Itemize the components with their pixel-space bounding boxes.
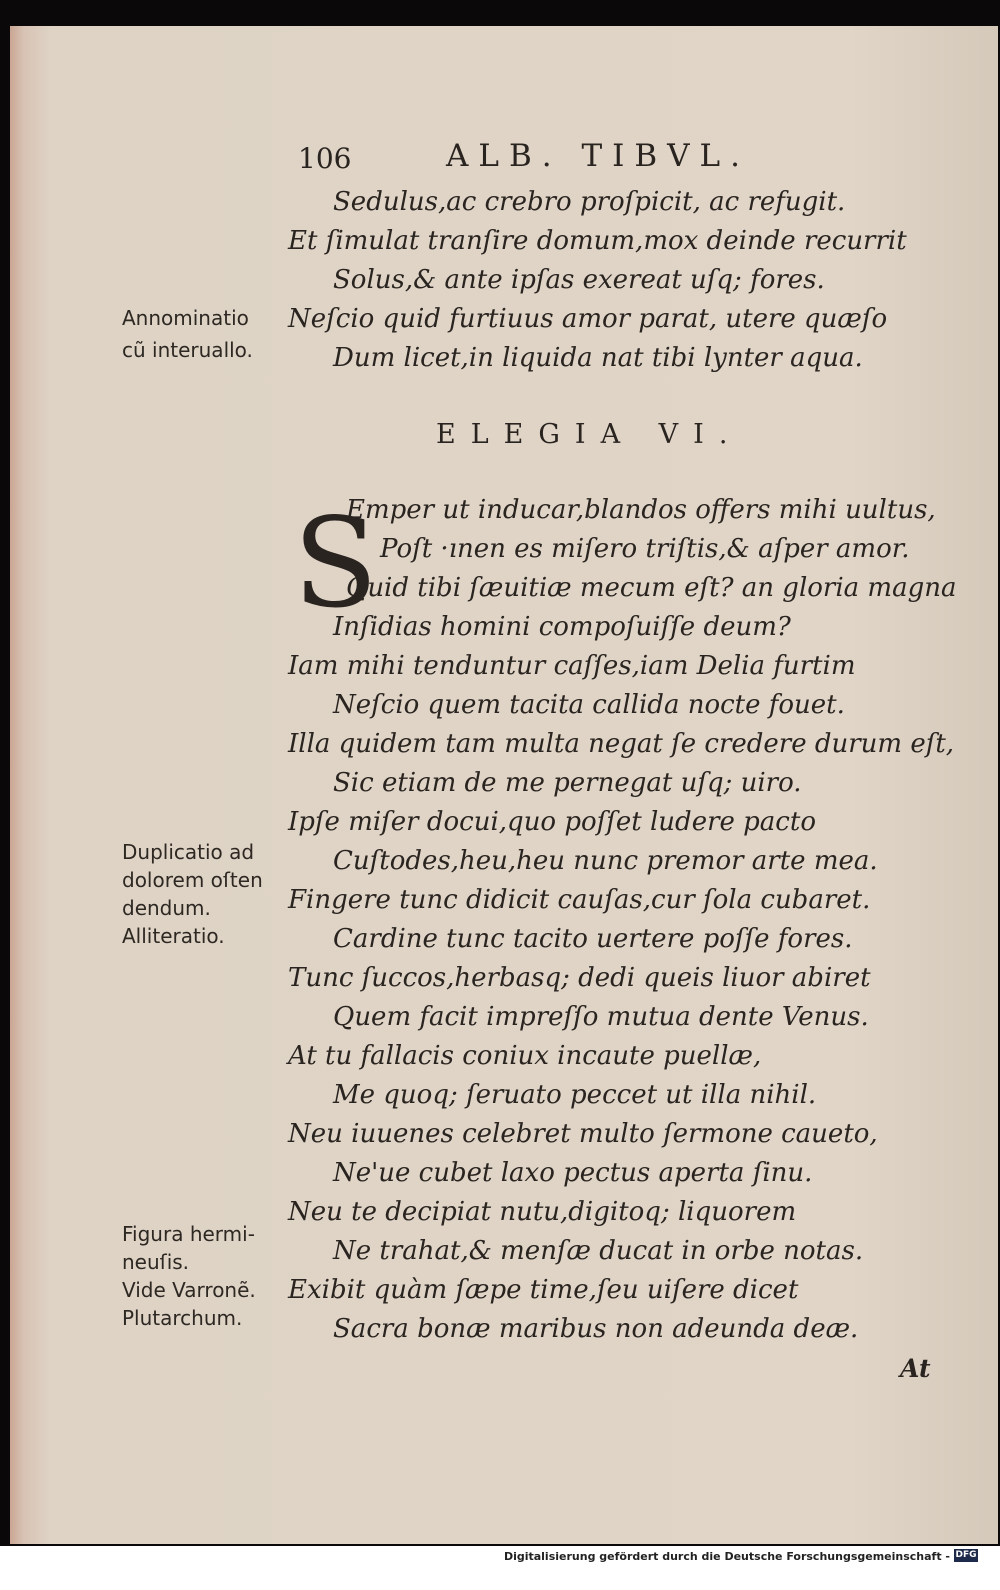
verse-line: Inſidias homini compoſuiſſe deum? [333, 612, 791, 642]
verse-line: Poſt ·ınen es miſero triſtis,& aſper amor. [380, 534, 910, 564]
verse-line: Neu te decipiat nutu,digitoq; liquorem [288, 1197, 797, 1227]
marginal-note: Annominatio [122, 306, 249, 330]
verse-line: Me quoq; ſeruato peccet ut illa nihil. [333, 1080, 817, 1110]
page-number: 106 [298, 142, 352, 175]
verse-line: Quem facit impreſſo mutua dente Venus. [333, 1002, 869, 1032]
marginal-note: Vide Varronẽ. [122, 1278, 256, 1302]
verse-line: Cuſtodes,heu,heu nunc premor arte mea. [333, 846, 878, 876]
verse-line: Quid tibi ſæuitiæ mecum eſt? an gloria magna [346, 573, 957, 603]
dfg-logo: DFG [955, 1550, 977, 1560]
marginal-note: neuſis. [122, 1250, 190, 1274]
marginal-note: cũ interuallo. [122, 338, 253, 362]
marginal-note: Figura hermi- [122, 1222, 255, 1246]
marginal-note: dolorem oſten [122, 868, 263, 892]
footer-bar [0, 1546, 1000, 1590]
verse-line: Sedulus,ac crebro proſpicit, ac refugit. [333, 187, 846, 217]
verse-line: Exibit quàm ſæpe time,ſeu uiſere dicet [288, 1275, 799, 1305]
verse-line: Iam mihi tenduntur caſſes,iam Delia furtim [288, 651, 856, 681]
verse-line: Sic etiam de me pernegat uſq; uiro. [333, 768, 802, 798]
book-page [10, 26, 998, 1544]
verse-line: Sacra bonæ maribus non adeunda deæ. [333, 1314, 859, 1344]
page-header [290, 138, 810, 178]
verse-line: Et ſimulat tranſire domum,mox deinde recurrit [288, 226, 907, 256]
running-head: ALB. TIBVL. [446, 138, 750, 174]
verse-line: At tu fallacis coniux incaute puellæ, [288, 1041, 762, 1071]
marginal-note: Plutarchum. [122, 1306, 243, 1330]
verse-line: Neu iuuenes celebret multo ſermone caueto, [288, 1119, 878, 1149]
verse-line: Illa quidem tam multa negat ſe credere durum eſt, [288, 729, 955, 759]
drop-cap: S [293, 492, 378, 636]
marginal-note: Alliteratio. [122, 924, 225, 948]
marginal-note: Duplicatio ad [122, 840, 255, 864]
verse-line: Fingere tunc didicit cauſas,cur ſola cubaret. [288, 885, 871, 915]
verse-line: Ne'ue cubet laxo pectus aperta ſinu. [333, 1158, 813, 1188]
elegy-title: ELEGIA VI. [436, 419, 743, 450]
verse-line: Dum licet,in liquida nat tibi lynter aqua. [333, 343, 863, 373]
verse-line: Tunc ſuccos,herbasq; dedi queis liuor abiret [288, 963, 871, 993]
verse-line: Solus,& ante ipſas exereat uſq; fores. [333, 265, 825, 295]
verse-line: Ipſe miſer docui,quo poſſet ludere pacto [288, 807, 816, 837]
verse-line: Cardine tunc tacito uertere poſſe fores. [333, 924, 853, 954]
catchword: At [900, 1354, 931, 1383]
verse-line: Neſcio quem tacita callida nocte fouet. [333, 690, 845, 720]
verse-line: Neſcio quid furtiuus amor parat, utere quæſo [288, 304, 888, 334]
marginal-note: dendum. [122, 896, 211, 920]
footer-text: Digitalisierung gefördert durch die Deutsche Forschungsgemeinschaft - [503, 1550, 950, 1563]
verse-line: Emper ut inducar,blandos offers mihi uultus, [346, 495, 936, 525]
verse-line: Ne trahat,& menſæ ducat in orbe notas. [333, 1236, 864, 1266]
